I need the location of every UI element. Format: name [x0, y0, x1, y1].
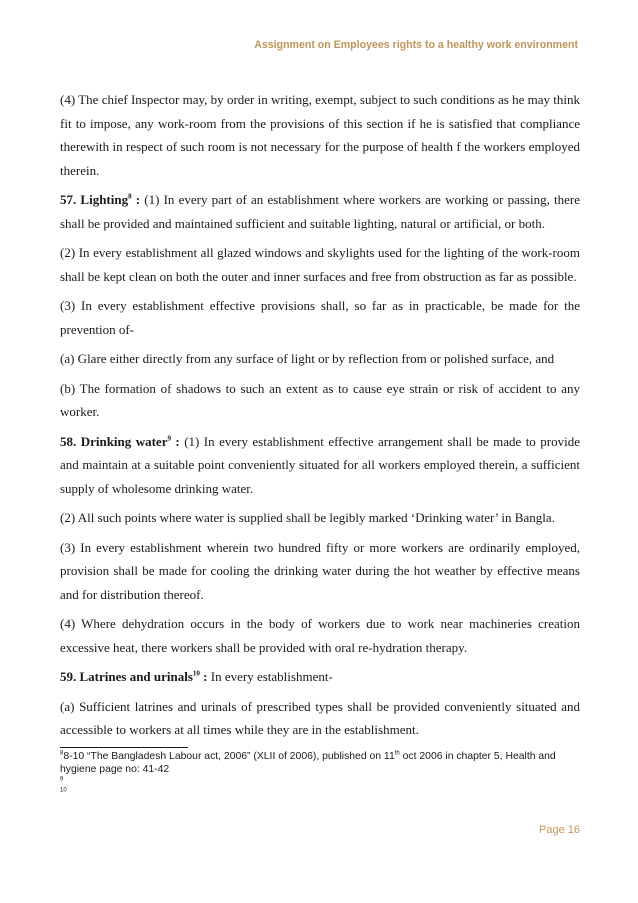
footnotes	[60, 750, 580, 798]
section-text: (1) In every part of an establishment where workers are working or passing, there shall be provided and maintained sufficient and suitable lighting, natural or artificial, or both.	[60, 192, 580, 231]
section-heading: 57. Lighting$^8$ :	[60, 192, 141, 207]
footnote-text: oct 2006 in chapter 5, Health and hygiene page no: 41-42	[60, 751, 556, 775]
paragraph: (b) The formation of shadows to such an extent as to cause eye strain or risk of accident to any worker.	[60, 380, 580, 419]
section-57	[60, 188, 580, 235]
paragraph: (a) Sufficient latrines and urinals of prescribed types shall be provided conveniently situated and accessible to workers at all times while they are in the establishment.	[60, 698, 580, 737]
footnote	[60, 776, 580, 787]
footnote-mark: 9	[60, 776, 64, 783]
section-text: In every establishment-	[207, 669, 333, 684]
footnote-mark: 10	[60, 787, 67, 794]
running-header: Assignment on Employees rights to a healthy work environment	[254, 39, 578, 51]
footnote-divider	[60, 747, 188, 748]
footnote-ref[interactable]: 8	[128, 192, 132, 201]
section-heading: 59. Latrines and urinals$^{10}$ :	[60, 669, 208, 684]
footnote	[60, 787, 580, 798]
paragraph: (4) The chief Inspector may, by order in writing, exempt, subject to such conditions as he may think fit to impose, any work-room from the provisions of this section if he is satisfied that compliance therewith in respect of such room is not necessary for the purpose of health f the workers employed therein.	[60, 92, 580, 178]
footnote-ref[interactable]: 9	[167, 434, 171, 443]
ordinal-suffix: th	[394, 750, 400, 757]
footnote	[60, 750, 580, 776]
section-text: (1) In every establishment effective arrangement shall be made to provide and maintain at a suitable point conveniently situated for all workers employed therein, a sufficient supply of wholesome drinking water.	[60, 433, 580, 496]
paragraph: (2) In every establishment all glazed windows and skylights used for the lighting of the work-room shall be kept clean on both the outer and inner surfaces and free from obstruction as far as possible.	[60, 245, 580, 284]
page-number: Page 16	[539, 824, 580, 836]
paragraph: (3) In every establishment effective provisions shall, so far as in practicable, be made for the prevention of-	[60, 298, 580, 337]
paragraph: (a) Glare either directly from any surface of light or by reflection from or polished surface, and	[60, 351, 555, 366]
section-heading: 58. Drinking water$^9$ :	[60, 433, 180, 449]
paragraph: (3) In every establishment wherein two hundred fifty or more workers are ordinarily employed, provision shall be made for cooling the drinking water during the hot weather by effective means and for distribution thereof.	[60, 539, 580, 602]
footnote-mark: 8	[60, 750, 64, 757]
paragraph: (4) Where dehydration occurs in the body of workers due to work near machineries creation excessive heat, there workers shall be provided with oral re-hydration therapy.	[60, 616, 580, 655]
document-body	[60, 88, 580, 746]
footnote-ref[interactable]: 10	[192, 669, 200, 678]
footnote-text: 8-10 “The Bangladesh Labour act, 2006” (XLII of 2006), published on 11	[63, 751, 395, 762]
paragraph: (2) All such points where water is supplied shall be legibly marked ‘Drinking water’ in Bangla.	[60, 510, 555, 525]
section-58	[60, 430, 580, 501]
section-59	[60, 665, 580, 689]
